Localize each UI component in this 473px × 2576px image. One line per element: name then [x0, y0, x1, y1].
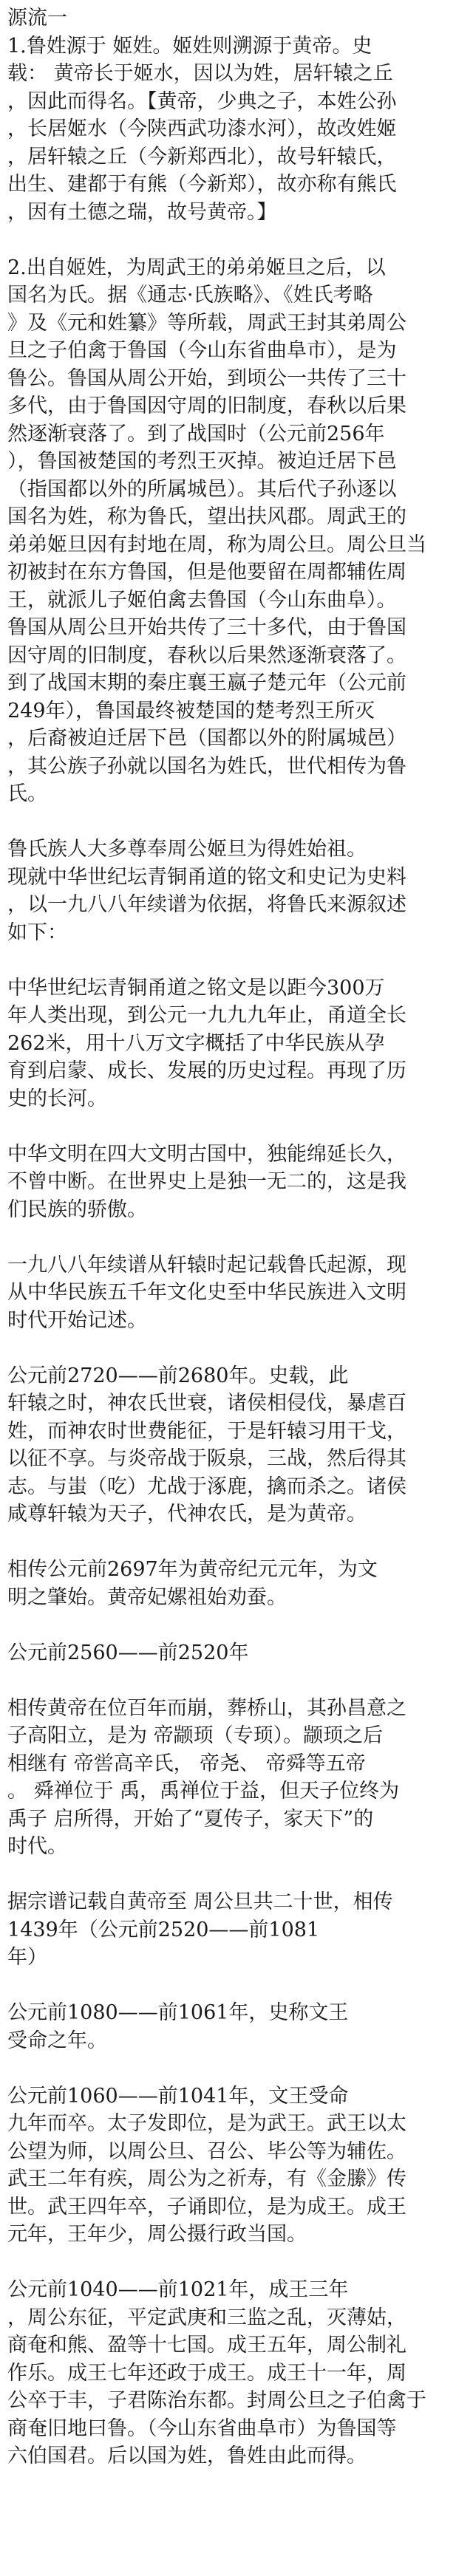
paragraph-genealogy-1988: 一九八八年续谱从轩辕时起记载鲁氏起源，现 从中华民族五千年文化史至中华民族进入文明 时代开始记述。	[7, 1253, 406, 1332]
paragraph-1060bc: 公元前1060——前1041年，文王受命 九年而卒。太子发即位，是为武王。武王以太 公望为师，以周公旦、召公、毕公等为辅佐。 武王二年有疾，周公为之祈寿，有《金縢》传 世。武王四年卒，子诵即位，是为成王。成王 元年，王年少，周公摄行政当国。	[7, 2084, 406, 2246]
paragraph-century-altar: 中华世纪坛青铜甬道之铭文是以距今300万 年人类出现，到公元一九九九年止，甬道全长 262米，用十八万文字概括了中华民族从孕 育到启蒙、成长、发展的历史过程。再现了历 史的长河。	[7, 976, 406, 1110]
paragraph-spacer	[7, 2054, 463, 2083]
paragraph-1080bc: 公元前1080——前1061年，史称文王 受命之年。	[7, 2001, 349, 2052]
article-title: 源流一	[7, 7, 67, 30]
paragraph-spacer	[7, 1223, 463, 1251]
paragraph-2720bc: 公元前2720——前2680年。史载，此 轩辕之时，神农氏世衰，诸侯相侵伐，暴虐百 姓，而神农时世费能征，于是轩辕习用干戈， 以征不享。与炎帝战于阪泉，三战，然后得其 志。与蚩（吃）尤战于涿鹿，擒而杀之。诸侯 咸尊轩辕为天子，代神农氏，是为黄帝。	[7, 1364, 406, 1526]
paragraph-origin-2: 2.出自姬姓，为周武王的弟弟姬旦之后，以 国名为氏。据《通志·氏族略》、《姓氏考略 》及《元和姓纂》等所载，周武王封其弟周公 旦之子伯禽于鲁国（今山东省曲阜市），是为 鲁公。鲁国从周公开始，到顷公一共传了三十 多代，由于鲁国因守周的旧制度，春秋以后果 然逐渐衰落了。到了战国时（公元前256年 ），鲁国被楚国的考烈王灭掉。被迫迁居下邑 （指国都以外的所属城邑）。其后代子孙逐以 国名为姓，称为鲁氏，望出扶风郡。周武王的 弟弟姬旦因有封地在周，称为周公旦。周公旦当 初被封在东方鲁国，但是他要留在周都辅佐周 王，就派儿子姬伯禽去鲁国（今山东曲阜）。 鲁国从周公旦开始共传了三十多代，由于鲁国 因守周的旧制度，春秋以后果然逐渐衰落了。 到了战国末期的秦庄襄王嬴子楚元年（公元前 249年），鲁国最终被楚国的楚考烈王所灭 ，后裔被迫迁居下邑（国都以外的附属城邑） ，其公族子孙就以国名为姓氏，世代相传为鲁 氏。	[7, 256, 426, 805]
paragraph-spacer	[7, 2249, 463, 2277]
paragraph-spacer	[7, 226, 463, 254]
paragraph-civilization: 中华文明在四大文明古国中，独能绵延长久， 不曾中断。在世界史上是独一无二的，这是我 们民族的骄傲。	[7, 1142, 406, 1221]
paragraph-spacer	[7, 1861, 463, 1889]
paragraph-spacer	[7, 808, 463, 836]
paragraph-spacer	[7, 1611, 463, 1639]
paragraph-spacer	[7, 1113, 463, 1141]
paragraph-2697bc: 相传公元前2697年为黄帝纪元元年，为文 明之肇始。黄帝妃嫘祖始劝蚕。	[7, 1558, 378, 1609]
paragraph-five-emperors: 相传黄帝在位百年而崩，葬桥山，其孙昌意之 子高阳立，是为 帝颛顼（专顼）。颛顼之后 相继有 帝喾高辛氏， 帝尧、 帝舜等五帝 。 舜禅位于 禹，禹禅位于益，但天子位终为 禹子 启所得，开始了“夏传子，家天下”的 时代。	[7, 1696, 406, 1858]
paragraph-ancestor: 鲁氏族人大多尊奉周公姬旦为得姓始祖。 现就中华世纪坛青铜甬道的铭文和史记为史料 ，以一九八八年续谱为依据，将鲁氏来源叙述 如下：	[7, 838, 406, 944]
paragraph-spacer	[7, 1334, 463, 1362]
paragraph-spacer	[7, 1528, 463, 1557]
paragraph-1040bc: 公元前1040——前1021年，成王三年 ，周公东征，平定武庚和三监之乱，灭薄姑， 商奄和熊、盈等十七国。成王五年，周公制礼 作乐。成王七年还政于成王。成王十一年，周 公卒于丰，子君陈治东都。封周公旦之子伯禽于 商奄旧地曰鲁。（今山东省曲阜市）为鲁国等 六伯国君。后以国为姓，鲁姓由此而得。	[7, 2278, 426, 2467]
paragraph-spacer	[7, 1972, 463, 2000]
paragraph-2560bc: 公元前2560——前2520年	[7, 1641, 249, 1664]
paragraph-origin-1: 1.鲁姓源于 姬姓。姬姓则溯源于黄帝。史 载： 黄帝长于姬水，因以为姓，居轩辕之丘 ，因此而得名。【黄帝，少典之子，本姓公孙 ，长居姬水（今陕西武功漆水河），故改姓姬 ，居轩辕之丘（今新郑西北），故号轩辕氏， 出生、建都于有熊（今新郑），故亦称有熊氏 ，因有土德之瑞，故号黄帝。】	[7, 34, 397, 224]
paragraph-twenty-generations: 据宗谱记载自黄帝至 周公旦共二十世，相传 1439年（公元前2520——前1081 年）	[7, 1890, 393, 1969]
paragraph-spacer	[7, 1667, 463, 1695]
paragraph-spacer	[7, 946, 463, 974]
